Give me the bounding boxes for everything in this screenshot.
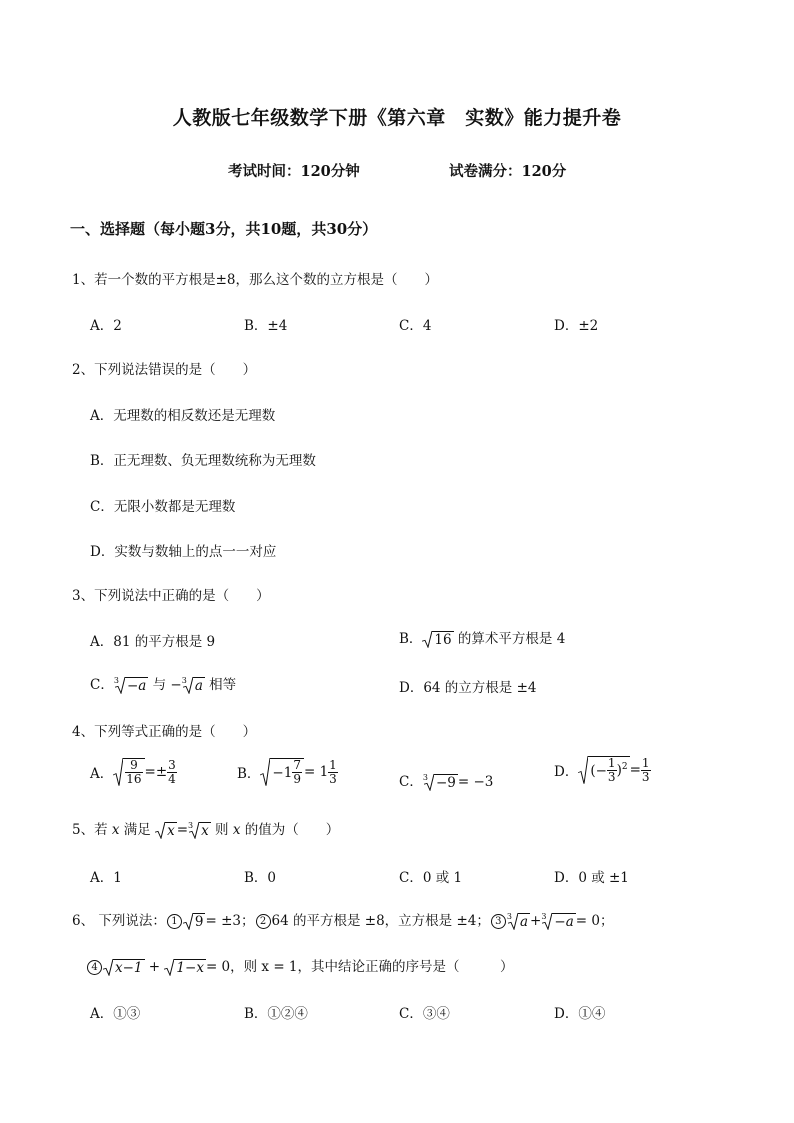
q3-option-b-text: 的算术平方根是 4 <box>453 631 566 647</box>
q3-option-c-label: C． <box>90 677 114 693</box>
q2-option-b[interactable]: B．正无理数、负无理数统称为无理数 <box>90 453 316 469</box>
question-4-stem: 4、下列等式正确的是（ ） <box>72 724 257 740</box>
q2-option-a[interactable]: A．无理数的相反数还是无理数 <box>90 408 276 424</box>
q4-option-d-label: D． <box>554 764 579 781</box>
q3-option-b-label: B． <box>399 631 423 647</box>
q6-option-a[interactable]: A．①③ <box>90 1006 141 1022</box>
cube-root-symbol: 3 a <box>181 676 203 694</box>
q4-option-b-label: B． <box>237 766 261 783</box>
q6-option-c[interactable]: C．③④ <box>399 1006 450 1022</box>
question-1-stem: 1、若一个数的平方根是±8，那么这个数的立方根是（ ） <box>72 272 438 288</box>
section-heading: 一、选择题（每小题3分，共10题，共30分） <box>70 220 378 238</box>
q4-option-b[interactable]: B． −1 $\frac{7}{9}$ = 1 $\frac{1}{3}$ <box>237 757 337 787</box>
circled-4: 4 <box>87 960 102 975</box>
q2-option-c[interactable]: C．无限小数都是无理数 <box>90 499 236 515</box>
question-3-stem: 3、下列说法中正确的是（ ） <box>72 588 270 604</box>
question-6-line-1: 6、 下列说法： 1 9 = ±3； 2 64 的平方根是 ±8，立方根是 ±4； 3 3 a + 3 −a = 0； <box>72 912 614 930</box>
sqrt-symbol: x−1 <box>103 959 145 976</box>
sqrt-symbol: x <box>155 822 177 839</box>
q3-option-b[interactable] <box>399 627 565 648</box>
q3-c-radicand-1: −a <box>126 678 147 694</box>
q1-option-d[interactable]: D．±2 <box>554 318 599 334</box>
q3-b-radicand: 16 <box>434 632 452 648</box>
q6-option-d[interactable]: D．①④ <box>554 1006 606 1022</box>
q3-option-c[interactable] <box>90 673 236 694</box>
page-title: 人教版七年级数学下册《第六章 实数》能力提升卷 <box>172 107 622 129</box>
cube-root-symbol: 3 −a <box>113 676 147 694</box>
sqrt-symbol: $\frac{9}{16}$ <box>113 758 144 786</box>
question-2-stem: 2、下列说法错误的是（ ） <box>72 362 257 378</box>
q4-option-a[interactable]: A． $\frac{9}{16}$ =± $\frac{3}{4}$ <box>90 757 176 787</box>
circled-1: 1 <box>167 914 182 929</box>
q4-option-c-result: = −3 <box>457 774 494 790</box>
question-5-stem: 5、若 x 满足 x = 3 x 则 x 的值为（ ） <box>72 821 340 839</box>
q5-option-a[interactable]: A．1 <box>90 870 122 886</box>
q4-option-c[interactable] <box>399 770 493 791</box>
q4-option-d[interactable]: D． (− $\frac{1}{3}$ )$^2$ = $\frac{1}{3}$ <box>554 755 650 785</box>
q3-option-d[interactable]: D．64 的立方根是 ±4 <box>399 680 537 696</box>
q3-option-a[interactable]: A．81 的平方根是 9 <box>90 634 216 650</box>
cube-root-symbol: 3 a <box>506 912 529 930</box>
q4-option-a-label: A． <box>90 766 114 783</box>
q3-option-c-mid: 与 − <box>148 677 182 693</box>
q2-option-d[interactable]: D．实数与数轴上的点一一对应 <box>90 544 277 560</box>
q5-option-c[interactable]: C．0 或 1 <box>399 870 463 886</box>
q1-option-b[interactable]: B．±4 <box>244 318 288 334</box>
sqrt-symbol: 9 <box>183 913 206 930</box>
q1-option-a[interactable]: A．2 <box>90 318 122 334</box>
q4-option-c-label: C． <box>399 774 423 790</box>
cube-root-symbol: 3 x <box>188 821 209 839</box>
circled-2: 2 <box>256 914 271 929</box>
q6-option-b[interactable]: B．①②④ <box>244 1006 308 1022</box>
sqrt-symbol: (− $\frac{1}{3}$ )$^2$ <box>578 756 629 784</box>
full-score: 试卷满分：120分 <box>449 163 567 180</box>
circled-3: 3 <box>491 914 506 929</box>
sqrt-symbol: 1−x <box>164 959 206 976</box>
sqrt-symbol: −1 $\frac{7}{9}$ <box>260 758 304 786</box>
q3-c-radicand-2: a <box>194 678 203 694</box>
question-6-line-2: 4 x−1 + 1−x = 0，则 x = 1，其中结论正确的序号是（ ） <box>86 955 514 976</box>
q5-option-d[interactable]: D．0 或 ±1 <box>554 870 629 886</box>
exam-time: 考试时间：120分钟 <box>228 163 360 180</box>
cube-root-symbol: 3 −9 <box>422 773 456 791</box>
q5-option-b[interactable]: B．0 <box>244 870 277 886</box>
q1-option-c[interactable]: C．4 <box>399 318 432 334</box>
cube-root-symbol: 3 −a <box>541 912 574 930</box>
sqrt-symbol <box>422 631 453 648</box>
q3-option-c-text: 相等 <box>204 677 237 693</box>
